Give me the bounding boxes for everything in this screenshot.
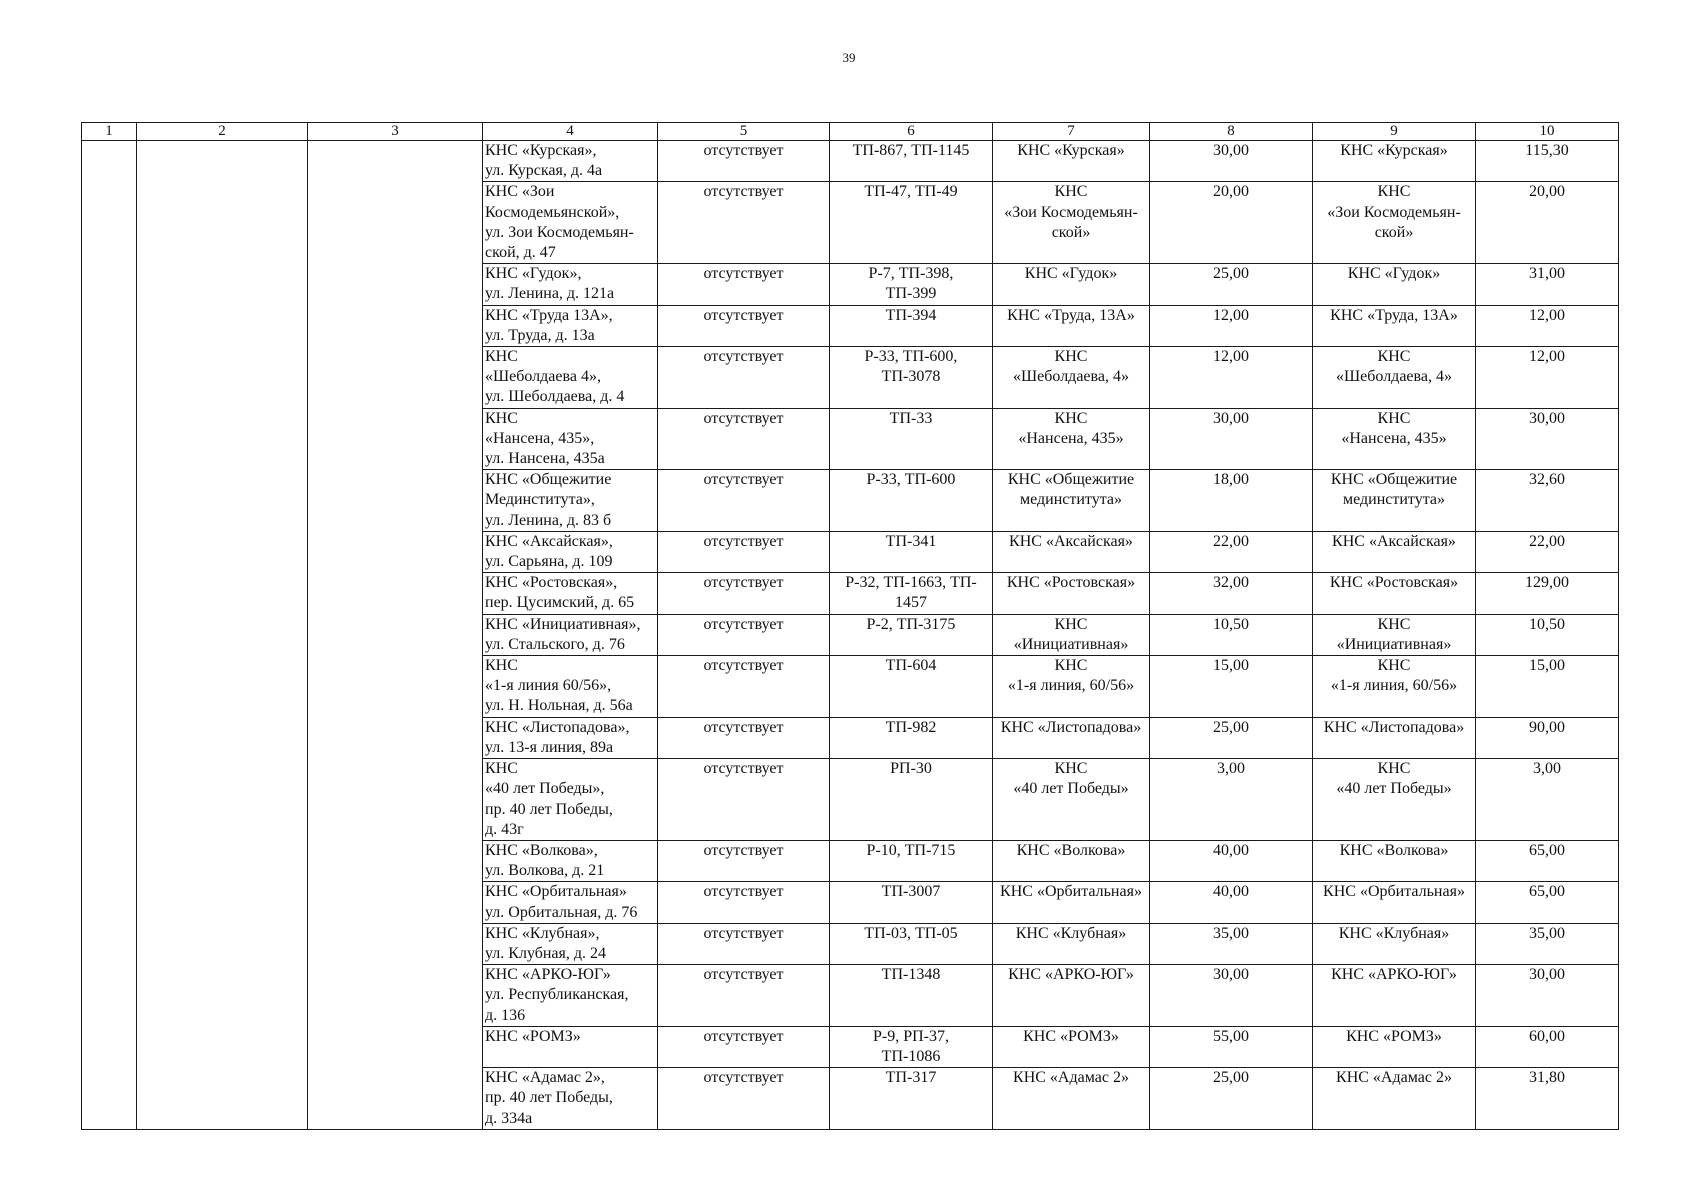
object-cell: КНС «40 лет Победы», пр. 40 лет Победы, д. 43г — [483, 759, 658, 841]
source-cell: КНС «Орбитальная» — [993, 882, 1150, 923]
load-cell: 25,00 — [1150, 717, 1313, 758]
substation-cell: ТП-3007 — [830, 882, 993, 923]
station-cell: КНС «Курская» — [1313, 141, 1476, 182]
substation-cell: ТП-47, ТП-49 — [830, 182, 993, 264]
status-cell: отсутствует — [658, 182, 830, 264]
table-row — [82, 141, 1619, 182]
substation-cell: Р-2, ТП-3175 — [830, 614, 993, 655]
station-cell: КНС «Волкова» — [1313, 840, 1476, 881]
status-cell: отсутствует — [658, 965, 830, 1027]
load-cell: 32,00 — [1150, 573, 1313, 614]
source-cell: КНС «Инициативная» — [993, 614, 1150, 655]
column-header: 3 — [308, 123, 483, 141]
status-cell: отсутствует — [658, 141, 830, 182]
source-cell: КНС «Гудок» — [993, 264, 1150, 305]
status-cell: отсутствует — [658, 759, 830, 841]
load-cell: 30,00 — [1150, 408, 1313, 470]
load-cell: 20,00 — [1150, 182, 1313, 264]
load-cell: 18,00 — [1150, 470, 1313, 532]
object-cell: КНС «Адамас 2», пр. 40 лет Победы, д. 334а — [483, 1068, 658, 1130]
capacity-cell: 12,00 — [1476, 305, 1619, 346]
column-header: 8 — [1150, 123, 1313, 141]
object-cell: КНС «Шеболдаева 4», ул. Шеболдаева, д. 4 — [483, 347, 658, 409]
source-cell: КНС «Шеболдаева, 4» — [993, 347, 1150, 409]
load-cell: 30,00 — [1150, 965, 1313, 1027]
capacity-cell: 31,00 — [1476, 264, 1619, 305]
column-header: 7 — [993, 123, 1150, 141]
status-cell: отсутствует — [658, 264, 830, 305]
station-cell: КНС «Шеболдаева, 4» — [1313, 347, 1476, 409]
load-cell: 30,00 — [1150, 141, 1313, 182]
capacity-cell: 65,00 — [1476, 840, 1619, 881]
capacity-cell: 22,00 — [1476, 531, 1619, 572]
load-cell: 12,00 — [1150, 347, 1313, 409]
column-header: 5 — [658, 123, 830, 141]
load-cell: 10,50 — [1150, 614, 1313, 655]
station-cell: КНС «Листопадова» — [1313, 717, 1476, 758]
station-cell: КНС «Орбитальная» — [1313, 882, 1476, 923]
station-cell: КНС «40 лет Победы» — [1313, 759, 1476, 841]
status-cell: отсутствует — [658, 923, 830, 964]
source-cell: КНС «Труда, 13А» — [993, 305, 1150, 346]
station-cell: КНС «1-я линия, 60/56» — [1313, 656, 1476, 718]
table-body — [82, 141, 1619, 1130]
column-header: 9 — [1313, 123, 1476, 141]
station-cell: КНС «Зои Космодемьян- ской» — [1313, 182, 1476, 264]
object-cell: КНС «Нансена, 435», ул. Нансена, 435а — [483, 408, 658, 470]
status-cell: отсутствует — [658, 840, 830, 881]
source-cell: КНС «Ростовская» — [993, 573, 1150, 614]
status-cell: отсутствует — [658, 408, 830, 470]
station-cell: КНС «Нансена, 435» — [1313, 408, 1476, 470]
capacity-cell: 12,00 — [1476, 347, 1619, 409]
object-cell: КНС «Ростовская», пер. Цусимский, д. 65 — [483, 573, 658, 614]
station-cell: КНС «Гудок» — [1313, 264, 1476, 305]
substation-cell: Р-32, ТП-1663, ТП- 1457 — [830, 573, 993, 614]
station-cell: КНС «АРКО-ЮГ» — [1313, 965, 1476, 1027]
status-cell: отсутствует — [658, 573, 830, 614]
load-cell: 12,00 — [1150, 305, 1313, 346]
status-cell: отсутствует — [658, 470, 830, 532]
substation-cell: Р-9, РП-37, ТП-1086 — [830, 1026, 993, 1067]
object-cell: КНС «Листопадова», ул. 13-я линия, 89а — [483, 717, 658, 758]
object-cell: КНС «Инициативная», ул. Стальского, д. 76 — [483, 614, 658, 655]
status-cell: отсутствует — [658, 531, 830, 572]
substation-cell: Р-7, ТП-398, ТП-399 — [830, 264, 993, 305]
column-header: 10 — [1476, 123, 1619, 141]
load-cell: 3,00 — [1150, 759, 1313, 841]
station-cell: КНС «Труда, 13А» — [1313, 305, 1476, 346]
source-cell: КНС «Адамас 2» — [993, 1068, 1150, 1130]
substation-cell: ТП-867, ТП-1145 — [830, 141, 993, 182]
source-cell: КНС «АРКО-ЮГ» — [993, 965, 1150, 1027]
page-number: 39 — [842, 50, 856, 65]
substation-cell: Р-33, ТП-600, ТП-3078 — [830, 347, 993, 409]
station-cell: КНС «Адамас 2» — [1313, 1068, 1476, 1130]
source-cell: КНС «Общежитие мединститута» — [993, 470, 1150, 532]
source-cell: КНС «40 лет Победы» — [993, 759, 1150, 841]
station-cell: КНС «Клубная» — [1313, 923, 1476, 964]
object-cell: КНС «Труда 13А», ул. Труда, д. 13а — [483, 305, 658, 346]
source-cell: КНС «Клубная» — [993, 923, 1150, 964]
capacity-cell: 20,00 — [1476, 182, 1619, 264]
status-cell: отсутствует — [658, 717, 830, 758]
station-cell: КНС «Общежитие мединститута» — [1313, 470, 1476, 532]
station-cell: КНС «Инициативная» — [1313, 614, 1476, 655]
load-cell: 25,00 — [1150, 1068, 1313, 1130]
column-header: 4 — [483, 123, 658, 141]
object-cell: КНС «Общежитие Мединститута», ул. Ленина, д. 83 б — [483, 470, 658, 532]
column-header: 6 — [830, 123, 993, 141]
object-cell: КНС «1-я линия 60/56», ул. Н. Нольная, д. 56а — [483, 656, 658, 718]
object-cell: КНС «Зои Космодемьянской», ул. Зои Космодемьян- ской, д. 47 — [483, 182, 658, 264]
status-cell: отсутствует — [658, 347, 830, 409]
capacity-cell: 32,60 — [1476, 470, 1619, 532]
capacity-cell: 15,00 — [1476, 656, 1619, 718]
status-cell: отсутствует — [658, 1026, 830, 1067]
substation-cell: ТП-1348 — [830, 965, 993, 1027]
capacity-cell: 35,00 — [1476, 923, 1619, 964]
capacity-cell: 90,00 — [1476, 717, 1619, 758]
substation-cell: ТП-341 — [830, 531, 993, 572]
source-cell: КНС «Волкова» — [993, 840, 1150, 881]
capacity-cell: 30,00 — [1476, 408, 1619, 470]
object-cell: КНС «Гудок», ул. Ленина, д. 121а — [483, 264, 658, 305]
source-cell: КНС «РОМЗ» — [993, 1026, 1150, 1067]
source-cell: КНС «Зои Космодемьян- ской» — [993, 182, 1150, 264]
capacity-cell: 3,00 — [1476, 759, 1619, 841]
empty-column-cell — [82, 141, 137, 1130]
substation-cell: ТП-33 — [830, 408, 993, 470]
column-header: 1 — [82, 123, 137, 141]
station-cell: КНС «РОМЗ» — [1313, 1026, 1476, 1067]
source-cell: КНС «Аксайская» — [993, 531, 1150, 572]
substation-cell: ТП-982 — [830, 717, 993, 758]
substation-cell: РП-30 — [830, 759, 993, 841]
status-cell: отсутствует — [658, 305, 830, 346]
status-cell: отсутствует — [658, 614, 830, 655]
substation-cell: Р-33, ТП-600 — [830, 470, 993, 532]
load-cell: 25,00 — [1150, 264, 1313, 305]
object-cell: КНС «Клубная», ул. Клубная, д. 24 — [483, 923, 658, 964]
object-cell: КНС «Орбитальная» ул. Орбитальная, д. 76 — [483, 882, 658, 923]
source-cell: КНС «1-я линия, 60/56» — [993, 656, 1150, 718]
capacity-cell: 65,00 — [1476, 882, 1619, 923]
capacity-cell: 31,80 — [1476, 1068, 1619, 1130]
load-cell: 22,00 — [1150, 531, 1313, 572]
substation-cell: ТП-604 — [830, 656, 993, 718]
object-cell: КНС «РОМЗ» — [483, 1026, 658, 1067]
source-cell: КНС «Листопадова» — [993, 717, 1150, 758]
object-cell: КНС «Курская», ул. Курская, д. 4а — [483, 141, 658, 182]
load-cell: 40,00 — [1150, 840, 1313, 881]
station-cell: КНС «Аксайская» — [1313, 531, 1476, 572]
empty-column-cell — [308, 141, 483, 1130]
status-cell: отсутствует — [658, 656, 830, 718]
load-cell: 35,00 — [1150, 923, 1313, 964]
status-cell: отсутствует — [658, 1068, 830, 1130]
column-header: 2 — [137, 123, 308, 141]
capacity-cell: 129,00 — [1476, 573, 1619, 614]
substation-cell: ТП-03, ТП-05 — [830, 923, 993, 964]
capacity-cell: 60,00 — [1476, 1026, 1619, 1067]
substation-cell: Р-10, ТП-715 — [830, 840, 993, 881]
source-cell: КНС «Курская» — [993, 141, 1150, 182]
status-cell: отсутствует — [658, 882, 830, 923]
substation-cell: ТП-317 — [830, 1068, 993, 1130]
source-cell: КНС «Нансена, 435» — [993, 408, 1150, 470]
object-cell: КНС «Аксайская», ул. Сарьяна, д. 109 — [483, 531, 658, 572]
data-table — [81, 122, 1619, 1130]
object-cell: КНС «Волкова», ул. Волкова, д. 21 — [483, 840, 658, 881]
substation-cell: ТП-394 — [830, 305, 993, 346]
station-cell: КНС «Ростовская» — [1313, 573, 1476, 614]
capacity-cell: 30,00 — [1476, 965, 1619, 1027]
load-cell: 15,00 — [1150, 656, 1313, 718]
header-row — [82, 123, 1619, 141]
load-cell: 55,00 — [1150, 1026, 1313, 1067]
capacity-cell: 10,50 — [1476, 614, 1619, 655]
capacity-cell: 115,30 — [1476, 141, 1619, 182]
empty-column-cell — [137, 141, 308, 1130]
load-cell: 40,00 — [1150, 882, 1313, 923]
object-cell: КНС «АРКО-ЮГ» ул. Республиканская, д. 136 — [483, 965, 658, 1027]
